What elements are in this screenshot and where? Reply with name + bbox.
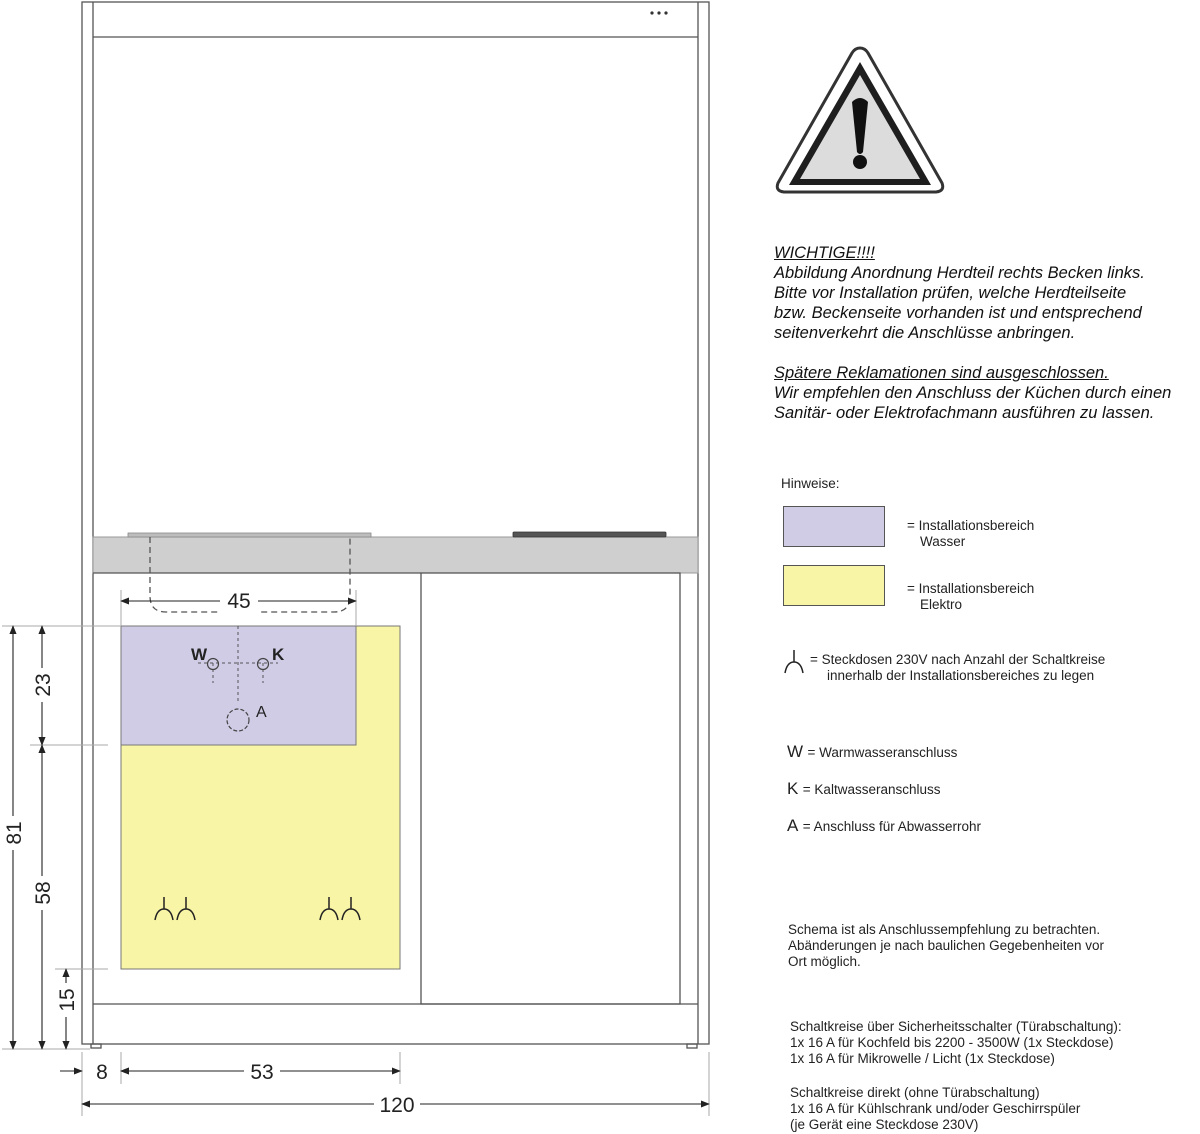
legend-key: K <box>787 779 799 798</box>
circuits-guarded-title: Schaltkreise über Sicherheitsschalter (Türabschaltung): <box>790 1019 1122 1034</box>
circuits-direct-title: Schaltkreise direkt (ohne Türabschaltung) <box>790 1085 1040 1100</box>
circuit-line: 1x 16 A für Mikrowelle / Licht (1x Steckdose) <box>790 1051 1055 1066</box>
legend-key: W <box>787 742 804 761</box>
circuit-line: 1x 16 A für Kochfeld bis 2200 - 3500W (1x Steckdose) <box>790 1035 1114 1050</box>
dim-left-offset: 8 <box>96 1061 108 1084</box>
cooktop <box>513 532 666 537</box>
socket-icon <box>783 648 807 676</box>
dim-elektro-height: 58 <box>32 881 55 905</box>
warning-triangle-icon <box>770 42 950 198</box>
dim-bottom-offset: 15 <box>56 988 79 1012</box>
legend-socket-line: innerhalb der Installationsbereiches zu legen <box>827 668 1095 683</box>
legend-elektro-text <box>907 581 1034 613</box>
notice-recommend-line: Wir empfehlen den Anschluss der Küchen durch einen <box>774 384 1172 402</box>
warm-label: W <box>191 645 208 664</box>
water-zone <box>121 626 356 745</box>
legend-key-text: = Warmwasseranschluss <box>807 745 958 760</box>
notice-line: Abbildung Anordnung Herdteil rechts Becken links. <box>774 264 1145 282</box>
drain-label: A <box>256 704 267 721</box>
dim-sink-width: 45 <box>227 590 251 613</box>
circuit-line: 1x 16 A für Kühlschrank und/oder Geschirrspüler <box>790 1101 1081 1116</box>
legend-key-text: = Kaltwasseranschluss <box>802 782 941 797</box>
cold-label: K <box>272 645 285 664</box>
schema-line: Schema ist als Anschlussempfehlung zu betrachten. <box>788 922 1101 937</box>
circuit-line: (je Gerät eine Steckdose 230V) <box>790 1117 979 1132</box>
schema-note <box>788 922 1104 970</box>
legend-socket-line: = Steckdosen 230V nach Anzahl der Schaltkreise <box>810 652 1106 667</box>
legend-key: A <box>787 816 799 835</box>
sink-rim <box>128 533 371 537</box>
legend-title: Hinweise: <box>781 476 840 491</box>
dim-water-height: 23 <box>32 673 55 697</box>
indicator-dots <box>650 11 667 14</box>
notice-recommend-line: Sanitär- oder Elektrofachmann ausführen zu lassen. <box>774 404 1155 422</box>
notice-line: Bitte vor Installation prüfen, welche Herdteilseite <box>774 284 1127 302</box>
legend-cold <box>787 779 941 799</box>
legend-elektro-line: = Installationsbereich <box>907 581 1035 596</box>
legend-elektro-line: Elektro <box>920 597 963 612</box>
dim-total-width: 120 <box>379 1094 415 1117</box>
legend-water-text <box>907 518 1034 550</box>
notice-line: seitenverkehrt die Anschlüsse anbringen. <box>774 324 1076 342</box>
legend-warm <box>787 742 957 762</box>
circuits-direct <box>790 1085 1080 1133</box>
dim-total-height: 81 <box>3 821 26 845</box>
notice-heading: WICHTIGE!!!! <box>774 244 875 262</box>
countertop <box>93 537 698 573</box>
schema-line: Abänderungen je nach baulichen Gegebenheiten vor <box>788 938 1104 953</box>
circuits-guarded <box>790 1019 1122 1067</box>
legend-drain <box>787 816 981 836</box>
schema-line: Ort möglich. <box>788 954 861 969</box>
legend-water-line: = Installationsbereich <box>907 518 1035 533</box>
legend-water-swatch <box>783 506 885 547</box>
legend-key-text: = Anschluss für Abwasserrohr <box>802 819 982 834</box>
notice-disclaimer: Spätere Reklamationen sind ausgeschlossen. <box>774 364 1109 382</box>
notice-block <box>774 243 1194 423</box>
legend-socket-text <box>810 652 1105 684</box>
legend-water-line: Wasser <box>920 534 966 549</box>
legend-elektro-swatch <box>783 565 885 606</box>
dim-elektro-width: 53 <box>250 1061 274 1084</box>
notice-line: bzw. Beckenseite vorhanden ist und entsprechend <box>774 304 1142 322</box>
